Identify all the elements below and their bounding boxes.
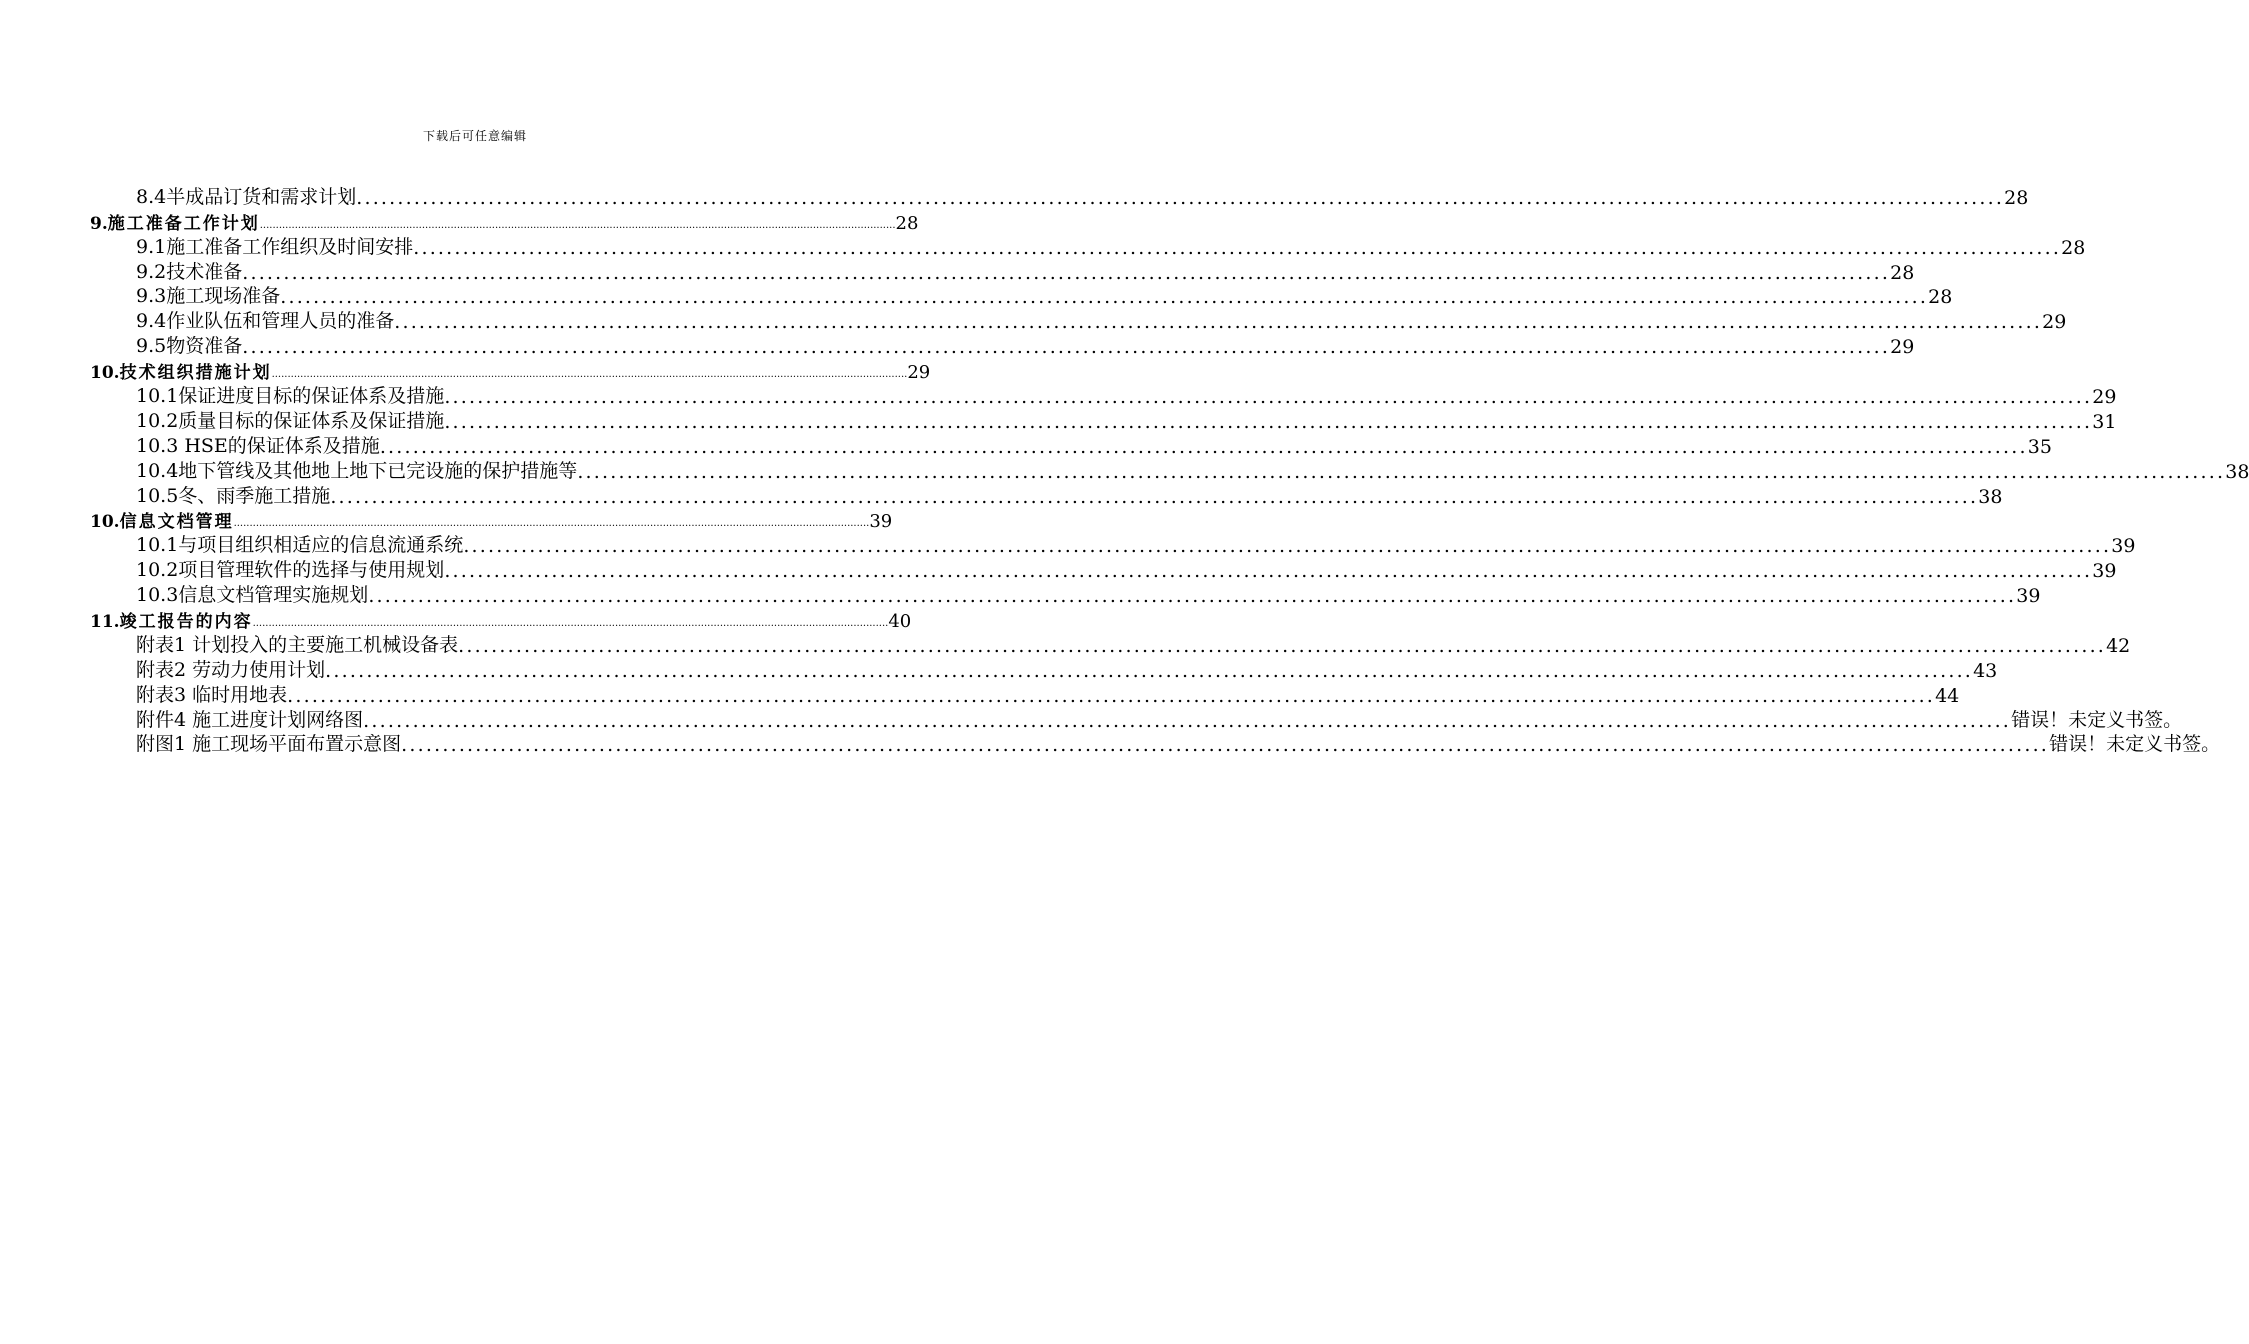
toc-entry-page: 29 xyxy=(907,362,931,384)
toc-entry[interactable] xyxy=(90,582,2041,608)
toc-entry-page: 28 xyxy=(1890,261,1915,284)
toc-dot-leader: ........................................................................................................................................................................................................ xyxy=(463,535,2112,558)
toc-entry-title: 10.5冬、雨季施工措施 xyxy=(136,484,331,507)
toc-entry[interactable] xyxy=(90,532,2136,558)
toc-dot-leader: ........................................................................................................................................................................................................ xyxy=(233,518,870,530)
toc-entry-title: 9.4作业队伍和管理人员的准备 xyxy=(136,310,395,333)
toc-dot-leader: ........................................................................................................................................................................................................ xyxy=(379,435,2028,458)
toc-entry-title: 10.3信息文档管理实施规划 xyxy=(136,584,369,607)
table-of-contents xyxy=(90,184,2249,757)
toc-entry-number: 10. xyxy=(90,512,120,533)
toc-entry[interactable] xyxy=(90,607,912,633)
toc-entry[interactable] xyxy=(90,557,2117,583)
toc-entry-title: 10.2项目管理软件的选择与使用规划 xyxy=(136,559,445,582)
toc-dot-leader: ........................................................................................................................................................................................................ xyxy=(444,386,2093,409)
toc-entry-title: 附表2 劳动力使用计划 xyxy=(136,658,326,681)
toc-dot-leader: ........................................................................................................................................................................................................ xyxy=(458,634,2107,657)
toc-entry-page: 28 xyxy=(1928,286,1953,309)
toc-entry-number: 10. xyxy=(90,363,120,384)
toc-entry-page: 29 xyxy=(1890,336,1915,359)
toc-entry-page: 39 xyxy=(2111,535,2136,558)
toc-entry[interactable] xyxy=(90,358,931,384)
toc-entry-page: 42 xyxy=(2106,634,2131,657)
toc-entry-title: 10.3 HSE的保证体系及措施 xyxy=(136,434,380,457)
toc-entry-title: 9.3施工现场准备 xyxy=(136,285,281,308)
toc-dot-leader: ........................................................................................................................................................................................................ xyxy=(242,336,1891,359)
toc-entry-page: 40 xyxy=(888,611,912,633)
toc-entry[interactable] xyxy=(90,483,2003,508)
toc-entry-title: 附表3 临时用地表 xyxy=(136,683,288,706)
toc-dot-leader: ........................................................................................................................................................................................................ xyxy=(356,186,2005,209)
toc-dot-leader: ........................................................................................................................................................................................................ xyxy=(363,709,2012,732)
toc-dot-leader: ........................................................................................................................................................................................................ xyxy=(280,286,1929,309)
toc-entry[interactable] xyxy=(90,333,1915,359)
page-header: 下载后可任意编辑 xyxy=(422,129,527,143)
toc-entry[interactable] xyxy=(90,458,2249,483)
toc-entry-title: 信息文档管理 xyxy=(119,512,234,533)
toc-entry-title: 技术组织措施计划 xyxy=(119,363,272,384)
toc-entry-page: 38 xyxy=(2225,460,2249,483)
toc-dot-leader: ........................................................................................................................................................................................................ xyxy=(413,236,2062,259)
toc-dot-leader: ........................................................................................................................................................................................................ xyxy=(287,684,1936,707)
toc-entry-number: 9. xyxy=(90,213,108,234)
toc-entry[interactable] xyxy=(90,383,2117,409)
toc-dot-leader: ........................................................................................................................................................................................................ xyxy=(577,460,2226,483)
toc-entry[interactable] xyxy=(90,184,2029,209)
toc-entry-page: 29 xyxy=(2042,311,2067,334)
toc-entry[interactable] xyxy=(90,508,893,533)
toc-entry-number: 11. xyxy=(90,612,120,633)
toc-entry-page: 31 xyxy=(2092,410,2117,433)
toc-entry-page: 28 xyxy=(895,212,919,234)
toc-entry-title: 10.4地下管线及其他地上地下已完设施的保护措施等 xyxy=(136,459,578,482)
toc-entry-page: 错误！未定义书签。 xyxy=(2011,708,2183,731)
toc-entry-title: 附图1 施工现场平面布置示意图 xyxy=(136,733,402,756)
toc-entry[interactable] xyxy=(90,433,2052,458)
toc-entry[interactable] xyxy=(90,284,1953,309)
toc-entry-title: 9.5物资准备 xyxy=(136,335,243,358)
toc-entry-page: 39 xyxy=(2092,560,2117,583)
toc-entry-page: 28 xyxy=(2061,236,2086,259)
toc-dot-leader: ........................................................................................................................................................................................................ xyxy=(330,485,1979,508)
toc-entry-title: 10.1与项目组织相适应的信息流通系统 xyxy=(136,534,464,557)
toc-entry[interactable] xyxy=(90,707,2183,732)
toc-entry-title: 附表1 计划投入的主要施工机械设备表 xyxy=(136,633,459,656)
toc-dot-leader: ........................................................................................................................................................................................................ xyxy=(444,560,2093,583)
toc-dot-leader: ........................................................................................................................................................................................................ xyxy=(259,219,896,231)
toc-entry[interactable] xyxy=(90,308,2067,334)
toc-entry-title: 8.4半成品订货和需求计划 xyxy=(136,185,357,208)
toc-entry-page: 35 xyxy=(2027,435,2052,458)
toc-entry-page: 39 xyxy=(2016,585,2041,608)
toc-dot-leader: ........................................................................................................................................................................................................ xyxy=(271,369,908,381)
toc-dot-leader: ........................................................................................................................................................................................................ xyxy=(368,585,2017,608)
toc-entry-page: 44 xyxy=(1935,684,1960,707)
toc-entry-title: 施工准备工作计划 xyxy=(107,213,260,234)
toc-entry-page: 29 xyxy=(2092,386,2117,409)
toc-entry-page: 28 xyxy=(2004,186,2029,209)
toc-entry-page: 错误！未定义书签。 xyxy=(2049,733,2221,756)
toc-entry-page: 38 xyxy=(1978,485,2003,508)
toc-dot-leader: ........................................................................................................................................................................................................ xyxy=(242,261,1891,284)
toc-entry[interactable] xyxy=(90,209,919,234)
toc-entry[interactable] xyxy=(90,259,1915,284)
toc-entry[interactable] xyxy=(90,657,1998,682)
toc-dot-leader: ........................................................................................................................................................................................................ xyxy=(394,311,2043,334)
toc-entry[interactable] xyxy=(90,632,2131,657)
toc-entry-title: 竣工报告的内容 xyxy=(119,612,253,633)
toc-entry-page: 43 xyxy=(1973,659,1998,682)
toc-entry[interactable] xyxy=(90,234,2086,259)
toc-entry[interactable] xyxy=(90,682,1960,707)
toc-entry-page: 39 xyxy=(869,511,893,533)
toc-dot-leader: ........................................................................................................................................................................................................ xyxy=(252,618,889,630)
toc-entry-title: 10.2质量目标的保证体系及保证措施 xyxy=(136,409,445,432)
toc-entry-title: 10.1保证进度目标的保证体系及措施 xyxy=(136,385,445,408)
toc-entry[interactable] xyxy=(90,408,2117,433)
toc-entry-title: 9.1施工准备工作组织及时间安排 xyxy=(136,235,414,258)
toc-entry[interactable] xyxy=(90,732,2221,757)
toc-dot-leader: ........................................................................................................................................................................................................ xyxy=(401,734,2050,757)
toc-entry-title: 9.2技术准备 xyxy=(136,260,243,283)
toc-entry-title: 附件4 施工进度计划网络图 xyxy=(136,708,364,731)
toc-dot-leader: ........................................................................................................................................................................................................ xyxy=(444,410,2093,433)
toc-dot-leader: ........................................................................................................................................................................................................ xyxy=(325,659,1974,682)
